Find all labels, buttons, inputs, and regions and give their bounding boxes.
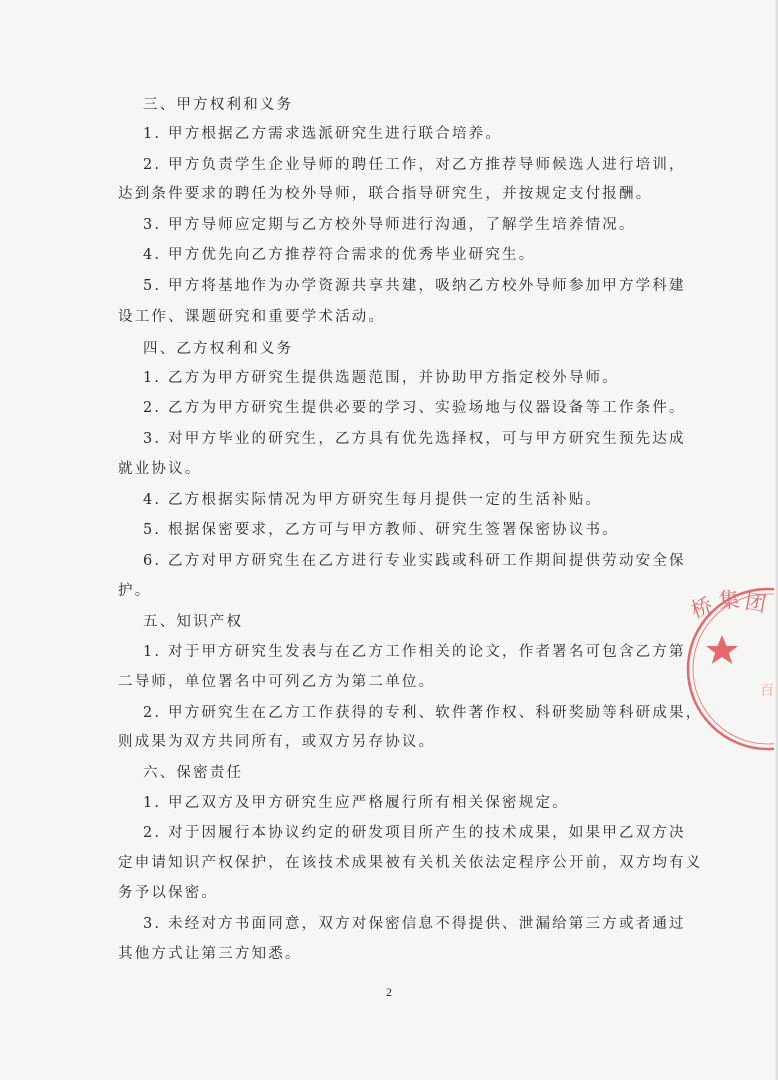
paragraph-line: 其他方式让第三方知悉。 xyxy=(118,946,302,962)
section-heading: 六、保密责任 xyxy=(143,765,244,781)
paragraph-line: 1. 乙方为甲方研究生提供选题范围，并协助甲方指定校外导师。 xyxy=(143,370,619,386)
section-heading: 三、甲方权利和义务 xyxy=(143,97,294,113)
paragraph-line: 4. 乙方根据实际情况为甲方研究生每月提供一定的生活补贴。 xyxy=(143,492,603,508)
paragraph-line: 3. 对甲方毕业的研究生，乙方具有优先选择权，可与甲方研究生预先达成 xyxy=(143,431,686,447)
paragraph-line: 则成果为双方共同所有，或双方另存协议。 xyxy=(118,734,436,750)
company-seal-stamp xyxy=(682,583,778,755)
svg-text:团: 团 xyxy=(743,589,768,617)
svg-text:ʼ: ʼ xyxy=(688,681,693,697)
paragraph-line: 务予以保密。 xyxy=(118,885,219,901)
paragraph-line: 1. 甲方根据乙方需求选派研究生进行联合培养。 xyxy=(143,126,503,142)
svg-text:集: 集 xyxy=(717,587,741,613)
paragraph-line: 2. 对于因履行本协议约定的研发项目所产生的技术成果，如果甲乙双方决 xyxy=(143,825,686,841)
paragraph-line: 定申请知识产权保护，在该技术成果被有关机关依法定程序公开前，双方均有义 xyxy=(118,855,703,871)
svg-text:桥: 桥 xyxy=(688,593,716,623)
section-heading: 五、知识产权 xyxy=(143,614,244,630)
page-number: 2 xyxy=(386,985,392,999)
paragraph-line: 2. 乙方为甲方研究生提供必要的学习、实验场地与仪器设备等工作条件。 xyxy=(143,400,686,416)
paragraph-line: 护。 xyxy=(118,583,152,599)
paragraph-line: 1. 甲乙双方及甲方研究生应严格履行所有相关保密规定。 xyxy=(143,795,569,811)
paragraph-line: 6. 乙方对甲方研究生在乙方进行专业实践或科研工作期间提供劳动安全保 xyxy=(143,553,686,569)
paragraph-line: 2. 甲方研究生在乙方工作获得的专利、软件著作权、科研奖励等科研成果， xyxy=(143,705,703,721)
paragraph-line: 就业协议。 xyxy=(118,461,202,477)
paragraph-line: 达到条件要求的聘任为校外导师，联合指导研究生，并按规定支付报酬。 xyxy=(118,186,653,202)
paragraph-line: 设工作、课题研究和重要学术活动。 xyxy=(118,309,386,325)
paragraph-line: 1. 对于甲方研究生发表与在乙方工作相关的论文，作者署名可包含乙方第 xyxy=(143,644,686,660)
scan-page-edge xyxy=(774,0,778,1080)
paragraph-line: 4. 甲方优先向乙方推荐符合需求的优秀毕业研究生。 xyxy=(143,247,536,263)
section-heading: 四、乙方权利和义务 xyxy=(143,341,294,357)
paragraph-line: 2. 甲方负责学生企业导师的聘任工作，对乙方推荐导师候选人进行培训， xyxy=(143,157,686,173)
seal-icon xyxy=(682,583,778,755)
paragraph-line: 5. 甲方将基地作为办学资源共享共建，吸纳乙方校外导师参加甲方学科建 xyxy=(143,278,686,294)
svg-text:百: 百 xyxy=(760,683,774,699)
paragraph-line: 3. 甲方导师应定期与乙方校外导师进行沟通，了解学生培养情况。 xyxy=(143,217,636,233)
paragraph-line: 5. 根据保密要求，乙方可与甲方教师、研究生签署保密协议书。 xyxy=(143,522,619,538)
paragraph-line: 3. 未经对方书面同意，双方对保密信息不得提供、泄漏给第三方或者通过 xyxy=(143,916,686,932)
paragraph-line: 二导师，单位署名中可列乙方为第二单位。 xyxy=(118,674,436,690)
